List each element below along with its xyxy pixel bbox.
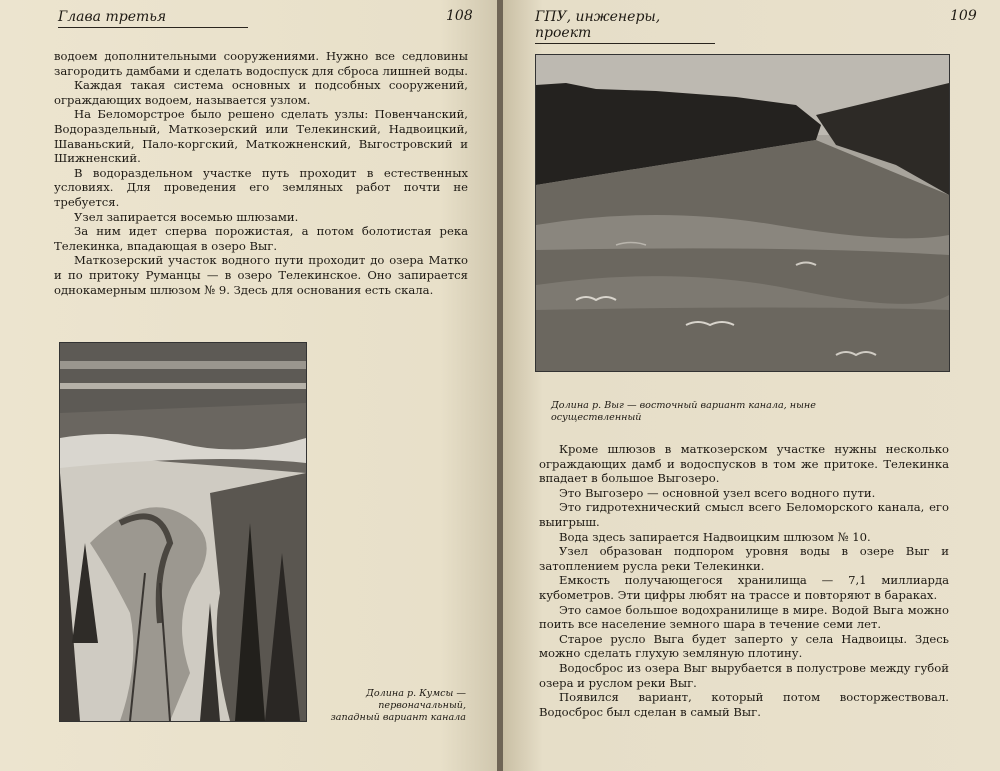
kumsa-valley-photo [59, 342, 307, 722]
right-photo-caption: Долина р. Выг — восточный вариант канала, ныне осуществленный [551, 400, 816, 423]
paragraph: Это самое большое водохранилище в мире. Водой Выга можно поить все население земного шара в течение семи лет. [539, 602, 949, 632]
paragraph: В водораздельном участке путь проходит в естественных условиях. Для проведения его земляных работ почти не требуется. [54, 165, 468, 209]
paragraph: За ним идет сперва порожистая, а потом болотистая река Телекинка, впадающая в озеро Выг. [54, 224, 468, 253]
right-page-number: 109 [950, 8, 977, 24]
paragraph: Маткозерский участок водного пути проходит до озера Матко и по притоку Руманцы — в озеро Телекинское. Оно запирается однокамерным шлюзом № 9. Здесь для основания есть скала. [54, 253, 468, 297]
paragraph: Вода здесь запирается Надвоицким шлюзом № 10. [559, 529, 871, 544]
paragraph: На Беломорстрое было решено сделать узлы: Повенчанский, Водораздельный, Маткозерский или Телекинский, Надвоицкий, Шаваньский, Пало-коргский, Маткожненский, Выгостровский и Шижненский. [54, 107, 468, 166]
right-running-head: ГПУ, инженеры, проект [535, 9, 715, 44]
left-page-number: 108 [446, 8, 473, 24]
paragraph: Старое русло Выга будет заперто у села Надвоицы. Здесь можно сделать глухую земляную плотину. [539, 631, 949, 661]
left-body-text [54, 49, 468, 297]
paragraph: Это Выгозеро — основной узел всего водного пути. [559, 485, 876, 500]
paragraph: Емкость получающегося хранилища — 7,1 миллиарда кубометров. Эти цифры любят на трассе и повторяют в бараках. [539, 573, 949, 602]
paragraph: Водосброс из озера Выг вырубается в полустрове между губой озера и руслом реки Выг. [539, 660, 949, 690]
vyg-river-image [536, 55, 949, 371]
left-photo-caption: Долина р. Кумсы — первоначальный, западный вариант канала [330, 688, 466, 723]
paragraph: Кроме шлюзов в маткозерском участке нужны несколько ограждающих дамб и водоспусков в том же притоке. Телекинка впадает в большое Выгозеро. [539, 442, 949, 486]
left-running-head: Глава третья [58, 9, 248, 28]
right-body-text [539, 442, 949, 719]
kumsa-valley-image [60, 343, 306, 721]
paragraph: Это гидротехнический смысл всего Беломорского канала, его выигрыш. [539, 500, 949, 529]
paragraph: Появился вариант, который потом восторжествовал. Водосброс был сделан в самый Выг. [539, 690, 949, 719]
paragraph: водоем дополнительными сооружениями. Нужно все седловины загородить дамбами и сделать водоспуск для сброса лишней воды. [54, 49, 468, 78]
vyg-river-photo [535, 54, 950, 372]
paragraph: Каждая такая система основных и подсобных сооружений, ограждающих водоем, называется узлом. [54, 78, 468, 107]
paragraph: Узел образован подпором уровня воды в озере Выг и затоплением русла реки Телекинки. [539, 544, 949, 573]
paragraph: Узел запирается восемью шлюзами. [74, 209, 299, 224]
right-page [503, 0, 1000, 771]
